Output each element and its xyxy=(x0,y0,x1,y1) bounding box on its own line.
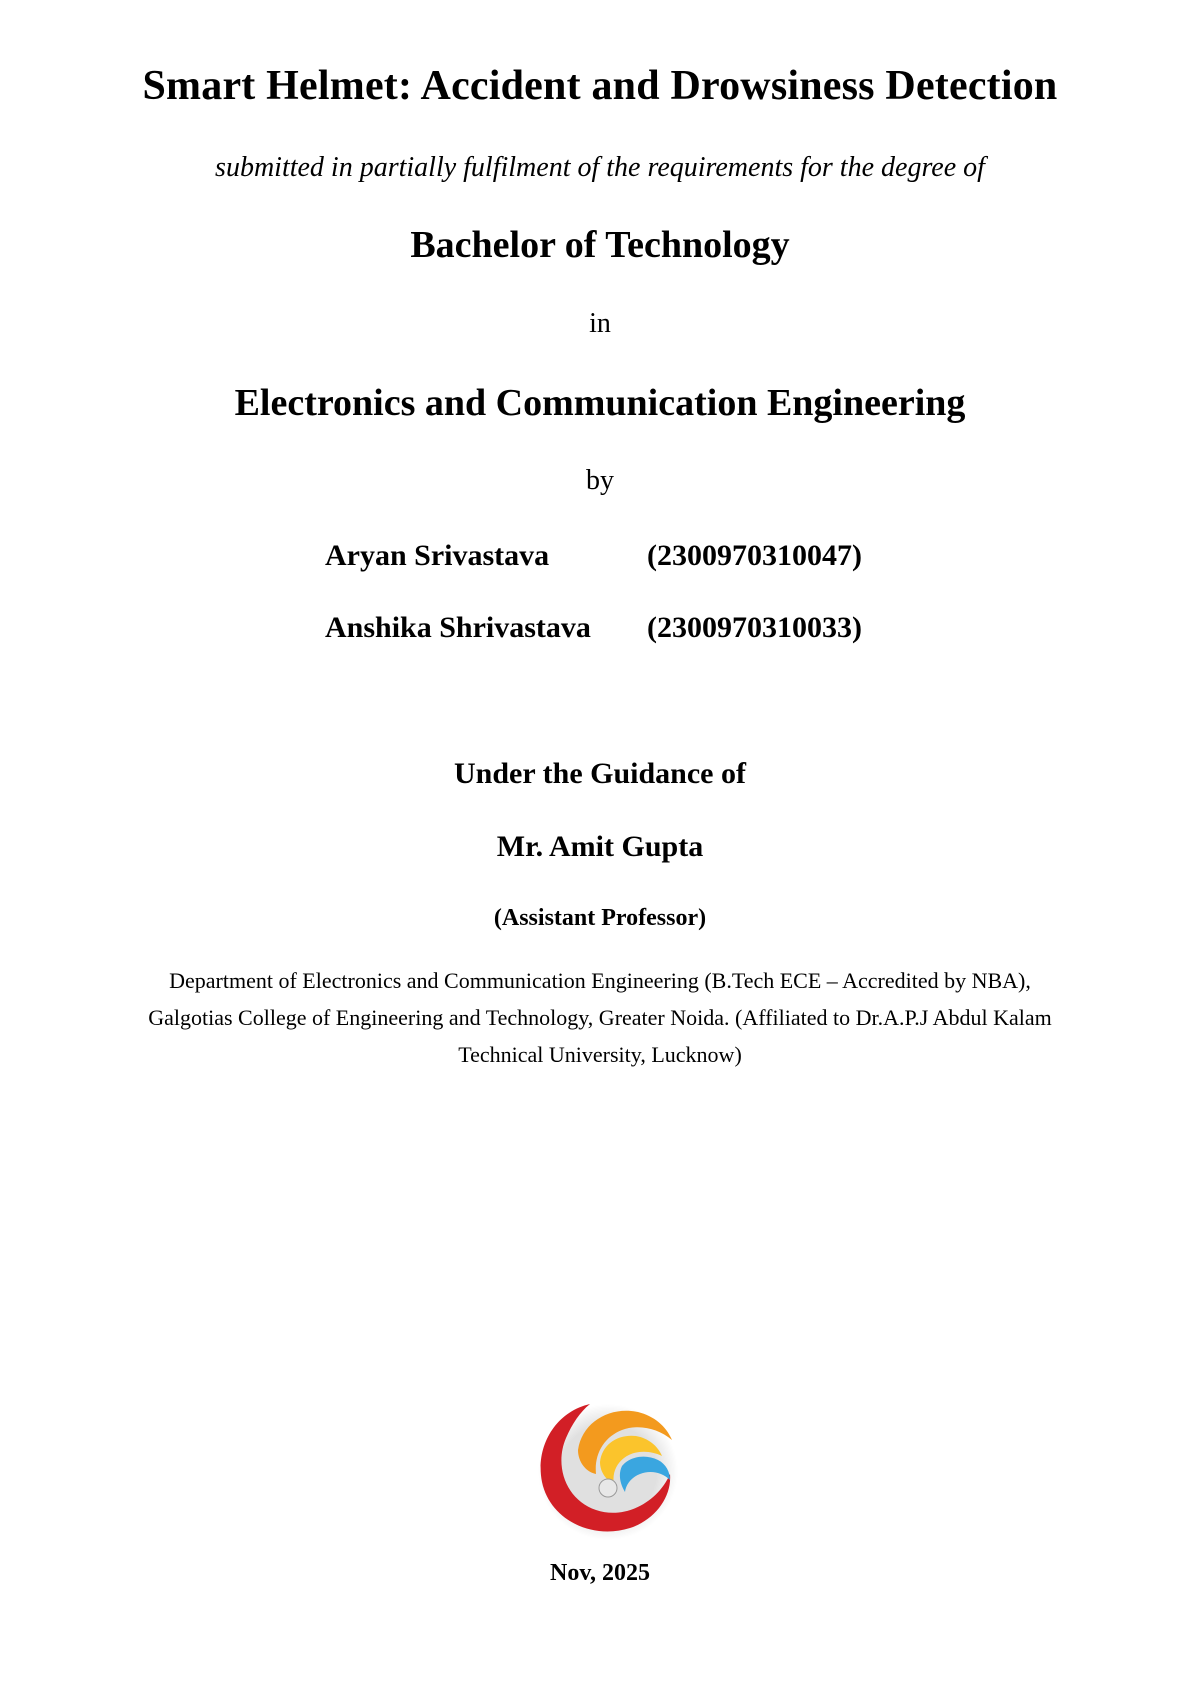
submission-statement: submitted in partially fulfilment of the requirements for the degree of xyxy=(215,152,985,183)
student-name: Aryan Srivastava xyxy=(325,539,550,572)
student-roll-number: (2300970310033) xyxy=(647,611,862,644)
report-title: Smart Helmet: Accident and Drowsiness Detection xyxy=(142,63,1058,109)
department-line: Galgotias College of Engineering and Technology, Greater Noida. (Affiliated to Dr.A.P.J Abdul Kalam xyxy=(148,1005,1052,1030)
college-logo-icon xyxy=(530,1392,680,1542)
by-connector: by xyxy=(586,465,614,496)
student-row xyxy=(325,536,925,576)
student-roll-number: (2300970310047) xyxy=(647,539,862,572)
student-name: Anshika Shrivastava xyxy=(325,611,591,644)
in-connector: in xyxy=(589,308,611,339)
submission-date: Nov, 2025 xyxy=(549,1560,650,1586)
guide-designation: (Assistant Professor) xyxy=(493,905,707,931)
department-line: Department of Electronics and Communication Engineering (B.Tech ECE – Accredited by NBA), xyxy=(169,968,1031,993)
logo-center-emblem xyxy=(599,1479,617,1497)
department-line: Technical University, Lucknow) xyxy=(458,1042,742,1067)
guide-name: Mr. Amit Gupta xyxy=(496,830,704,863)
department-affiliation xyxy=(100,962,1100,1073)
guidance-heading: Under the Guidance of xyxy=(454,757,746,790)
college-logo-graphic xyxy=(530,1392,680,1542)
student-row xyxy=(325,608,925,648)
degree-name: Bachelor of Technology xyxy=(410,224,790,266)
branch-name: Electronics and Communication Engineering xyxy=(234,382,966,424)
